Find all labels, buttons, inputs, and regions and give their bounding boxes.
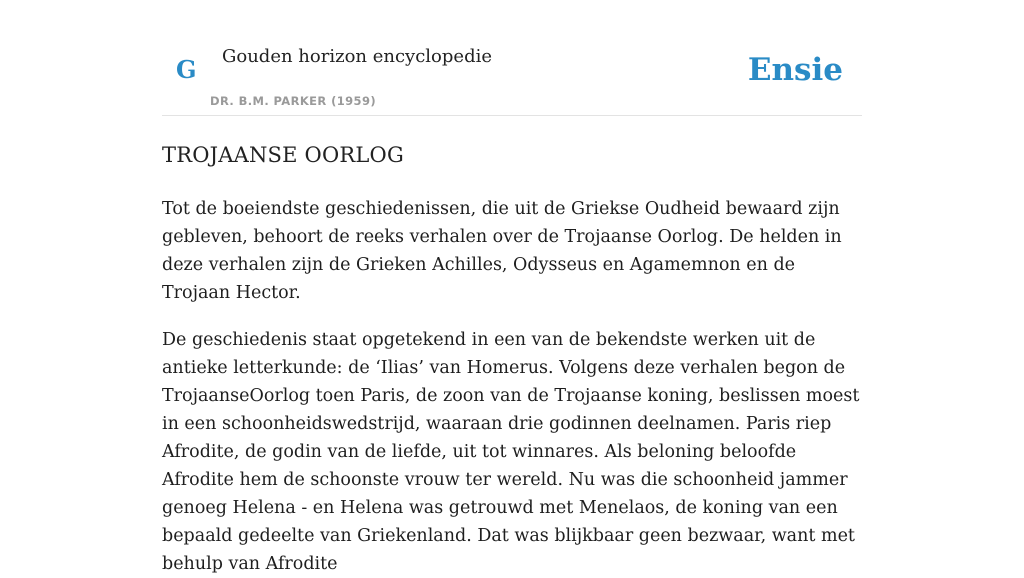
book-logo[interactable]: G: [176, 55, 197, 84]
article: [162, 139, 862, 578]
site-header: [162, 0, 862, 116]
article-paragraph: Tot de boeiendste geschiedenissen, die uit de Griekse Oudheid bewaard zijn gebleven, behoort de reeks verhalen over de Trojaanse Oorlog. De helden in deze verhalen zijn de Grieken Achilles, Odysseus en Agamemnon en de Trojaan Hector.: [162, 199, 842, 303]
article-paragraph: De geschiedenis staat opgetekend in een van de bekendste werken uit de antieke letterkunde: de ‘Ilias’ van Homerus. Volgens deze verhalen begon de TrojaanseOorlog toen Paris, de zoon van de Trojaanse koning, beslissen moest in een schoonheidswedstrijd, waaraan drie godinnen deelnamen. Paris riep Afrodite, de godin van de liefde, uit tot winnares. Als beloning beloofde Afrodite hem de schoonste vrouw ter wereld. Nu was die schoonheid jammer genoeg Helena - en Helena was getrouwd met Menelaos, de koning van een bepaald gedeelte van Griekenland. Dat was blijkbaar geen bezwaar, want met behulp van Afrodite: [162, 330, 860, 574]
ensie-brand-link[interactable]: Ensie: [747, 52, 843, 88]
author-credit: DR. B.M. PARKER (1959): [210, 94, 377, 108]
article-title: TROJAANSE OORLOG: [162, 143, 404, 167]
book-title[interactable]: Gouden horizon encyclopedie: [222, 46, 492, 67]
